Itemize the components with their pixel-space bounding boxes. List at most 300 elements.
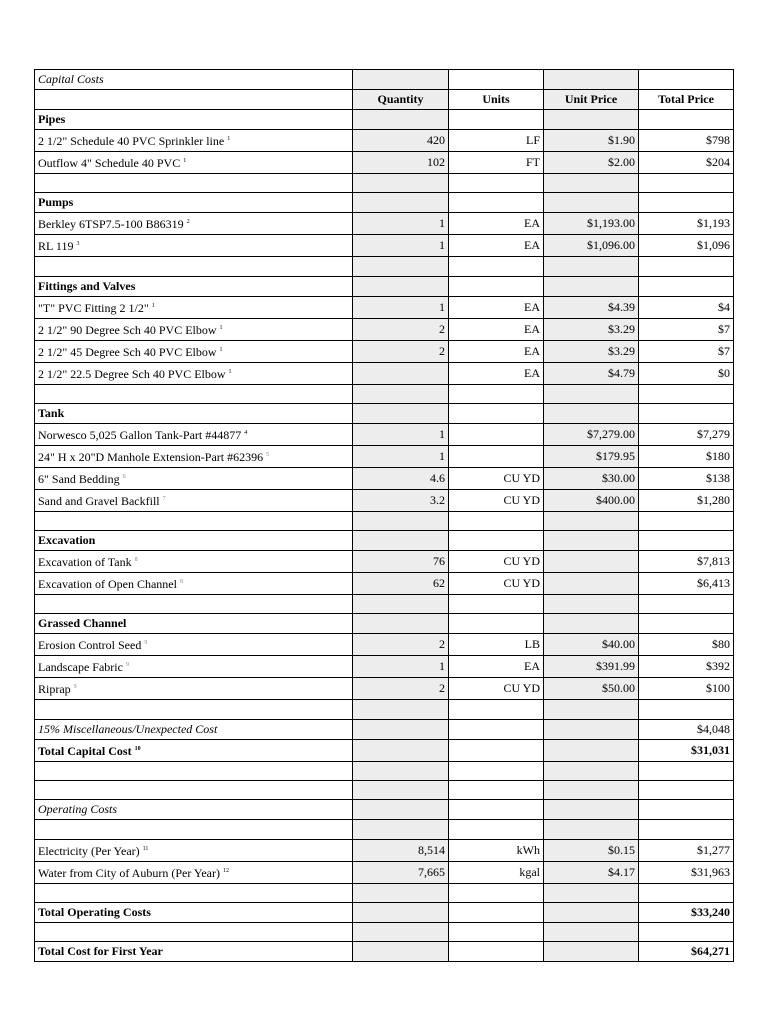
header-unit-price: Unit Price — [544, 90, 639, 110]
quantity-cell: 1 — [353, 213, 449, 235]
total-price-cell: $1,193 — [639, 213, 734, 235]
unit-price-cell: $7,279.00 — [544, 423, 639, 445]
item-label-cell — [35, 800, 353, 820]
quantity-cell: 7,665 — [353, 861, 449, 883]
total-price-cell — [639, 257, 734, 276]
item-label-cell — [35, 551, 353, 573]
total-price-cell — [639, 700, 734, 719]
quantity-cell: 2 — [353, 634, 449, 656]
unit-price-cell: $4.79 — [544, 362, 639, 384]
item-label-cell — [35, 423, 353, 445]
total-price-cell — [639, 174, 734, 193]
quantity-cell — [353, 739, 449, 761]
units-cell — [449, 781, 544, 800]
footnote-marker: 4 — [244, 429, 248, 436]
footnote-marker: 3 — [76, 241, 80, 248]
units-cell — [449, 70, 544, 90]
unit-price-cell: $4.39 — [544, 296, 639, 318]
item-label-cell — [35, 614, 353, 634]
item-label: Pipes — [38, 112, 66, 126]
table-row — [35, 174, 734, 193]
header-empty-cell — [35, 90, 353, 110]
table-row — [35, 739, 734, 761]
unit-price-cell — [544, 595, 639, 614]
item-label-cell — [35, 634, 353, 656]
quantity-cell — [353, 257, 449, 276]
footnote-marker: 8 — [179, 579, 183, 586]
units-cell: EA — [449, 362, 544, 384]
footnote-marker: 7 — [162, 495, 166, 502]
unit-price-cell — [544, 781, 639, 800]
quantity-cell: 62 — [353, 573, 449, 595]
unit-price-cell: $1,193.00 — [544, 213, 639, 235]
total-price-cell: $1,277 — [639, 839, 734, 861]
unit-price-cell — [544, 883, 639, 902]
footnote-marker: 1 — [227, 136, 231, 142]
units-cell — [449, 595, 544, 614]
unit-price-cell — [544, 800, 639, 820]
quantity-cell — [353, 276, 449, 296]
units-cell: EA — [449, 235, 544, 257]
table-row — [35, 318, 734, 340]
quantity-cell: 102 — [353, 152, 449, 174]
total-price-cell — [639, 276, 734, 296]
table-row — [35, 634, 734, 656]
item-label: Tank — [38, 405, 65, 420]
units-cell — [449, 820, 544, 839]
item-label: Capital Costs — [38, 72, 104, 86]
units-cell — [449, 257, 544, 276]
table-row — [35, 257, 734, 276]
quantity-cell: 1 — [353, 296, 449, 318]
item-label: Fittings and Valves — [38, 278, 136, 293]
footnote-marker: 9 — [144, 640, 148, 647]
total-price-cell: $7,279 — [639, 423, 734, 445]
total-price-cell: $4 — [639, 296, 734, 318]
item-label-cell — [35, 489, 353, 511]
header-total-price: Total Price — [639, 90, 734, 110]
item-label: Water from City of Auburn (Per Year) — [38, 865, 220, 880]
units-cell — [449, 614, 544, 634]
item-label-cell — [35, 942, 353, 962]
units-cell — [449, 193, 544, 213]
table-row — [35, 531, 734, 551]
footnote-marker: 6 — [122, 473, 126, 480]
quantity-cell: 76 — [353, 551, 449, 573]
quantity-cell: 1 — [353, 423, 449, 445]
units-cell: EA — [449, 213, 544, 235]
units-cell: CU YD — [449, 573, 544, 595]
quantity-cell — [353, 595, 449, 614]
unit-price-cell: $50.00 — [544, 678, 639, 700]
item-label-cell — [35, 861, 353, 883]
item-label-cell — [35, 719, 353, 739]
total-price-cell — [639, 883, 734, 902]
unit-price-cell — [544, 70, 639, 90]
item-label-cell — [35, 839, 353, 861]
total-price-cell — [639, 384, 734, 403]
total-price-cell — [639, 761, 734, 780]
total-price-cell: $6,413 — [639, 573, 734, 595]
footnote-marker: 1 — [219, 324, 223, 331]
quantity-cell: 1 — [353, 235, 449, 257]
table-row — [35, 235, 734, 257]
item-label-cell — [35, 257, 353, 276]
item-label: 15% Miscellaneous/Unexpected Cost — [38, 721, 218, 736]
quantity-cell: 2 — [353, 318, 449, 340]
table-row — [35, 678, 734, 700]
item-label-cell — [35, 362, 353, 384]
unit-price-cell — [544, 551, 639, 573]
footnote-marker: 1 — [219, 346, 223, 353]
table-row — [35, 839, 734, 861]
units-cell — [449, 445, 544, 467]
total-price-cell: $7 — [639, 318, 734, 340]
item-label-cell — [35, 678, 353, 700]
unit-price-cell: $391.99 — [544, 656, 639, 678]
units-cell — [449, 739, 544, 761]
units-cell — [449, 531, 544, 551]
table-row — [35, 761, 734, 780]
unit-price-cell — [544, 110, 639, 130]
unit-price-cell — [544, 531, 639, 551]
item-label: Excavation of Tank — [38, 555, 132, 570]
unit-price-cell — [544, 384, 639, 403]
units-cell: EA — [449, 296, 544, 318]
units-cell — [449, 511, 544, 530]
unit-price-cell — [544, 700, 639, 719]
item-label: Sand and Gravel Backfill — [38, 493, 160, 508]
quantity-cell — [353, 70, 449, 90]
footnote-marker: 2 — [186, 219, 190, 226]
table-row — [35, 595, 734, 614]
table-row — [35, 403, 734, 423]
units-cell: CU YD — [449, 467, 544, 489]
unit-price-cell: $40.00 — [544, 634, 639, 656]
table-row — [35, 152, 734, 174]
total-price-cell — [639, 922, 734, 941]
total-price-cell: $180 — [639, 445, 734, 467]
quantity-cell — [353, 700, 449, 719]
quantity-cell — [353, 110, 449, 130]
footnote-marker: 11 — [142, 845, 149, 852]
table-row — [35, 384, 734, 403]
item-label: Excavation of Open Channel — [38, 577, 177, 592]
table-row — [35, 276, 734, 296]
total-price-cell — [639, 70, 734, 90]
units-cell: CU YD — [449, 678, 544, 700]
item-label-cell — [35, 276, 353, 296]
table-row — [35, 70, 734, 90]
unit-price-cell — [544, 403, 639, 423]
units-cell — [449, 719, 544, 739]
item-label: Outflow 4" Schedule 40 PVC — [38, 156, 181, 170]
quantity-cell — [353, 942, 449, 962]
item-label-cell — [35, 573, 353, 595]
item-label-cell — [35, 130, 353, 152]
item-label-cell — [35, 340, 353, 362]
table-row — [35, 489, 734, 511]
item-label: 24" H x 20"D Manhole Extension-Part #62396 — [38, 449, 264, 464]
units-cell — [449, 403, 544, 423]
total-price-cell — [639, 800, 734, 820]
footnote-marker: 5 — [266, 451, 270, 458]
item-label-cell — [35, 445, 353, 467]
quantity-cell — [353, 362, 449, 384]
table-row — [35, 902, 734, 922]
total-price-cell: $0 — [639, 362, 734, 384]
unit-price-cell — [544, 276, 639, 296]
units-cell: LB — [449, 634, 544, 656]
table-row — [35, 110, 734, 130]
units-cell: LF — [449, 130, 544, 152]
unit-price-cell — [544, 922, 639, 941]
quantity-cell — [353, 761, 449, 780]
item-label: Electricity (Per Year) — [38, 843, 140, 858]
unit-price-cell: $2.00 — [544, 152, 639, 174]
table-row — [35, 883, 734, 902]
header-units: Units — [449, 90, 544, 110]
total-price-cell — [639, 781, 734, 800]
item-label: Riprap — [38, 682, 71, 697]
total-price-cell: $1,280 — [639, 489, 734, 511]
total-price-cell: $64,271 — [639, 942, 734, 962]
item-label-cell — [35, 781, 353, 800]
table-row — [35, 656, 734, 678]
quantity-cell: 420 — [353, 130, 449, 152]
units-cell: CU YD — [449, 551, 544, 573]
item-label-cell — [35, 110, 353, 130]
total-price-cell: $31,031 — [639, 739, 734, 761]
item-label: Berkley 6TSP7.5-100 B86319 — [38, 217, 184, 232]
total-price-cell — [639, 511, 734, 530]
unit-price-cell: $1,096.00 — [544, 235, 639, 257]
unit-price-cell — [544, 573, 639, 595]
units-cell: FT — [449, 152, 544, 174]
units-cell — [449, 384, 544, 403]
footnote-marker: 1 — [151, 302, 155, 309]
total-price-cell: $798 — [639, 130, 734, 152]
quantity-cell — [353, 174, 449, 193]
quantity-cell: 8,514 — [353, 839, 449, 861]
item-label-cell — [35, 467, 353, 489]
table-row — [35, 511, 734, 530]
unit-price-cell — [544, 614, 639, 634]
quantity-cell — [353, 902, 449, 922]
item-label: Erosion Control Seed — [38, 638, 142, 653]
table-row — [35, 700, 734, 719]
item-label-cell — [35, 174, 353, 193]
item-label: Landscape Fabric — [38, 660, 123, 675]
quantity-cell — [353, 511, 449, 530]
quantity-cell: 2 — [353, 678, 449, 700]
units-cell — [449, 942, 544, 962]
item-label: Total Capital Cost — [38, 743, 132, 758]
quantity-cell: 1 — [353, 656, 449, 678]
table-row — [35, 942, 734, 962]
item-label-cell — [35, 820, 353, 839]
total-price-cell: $4,048 — [639, 719, 734, 739]
item-label-cell — [35, 296, 353, 318]
table-row — [35, 213, 734, 235]
quantity-cell: 4.6 — [353, 467, 449, 489]
quantity-cell — [353, 531, 449, 551]
cost-table — [34, 69, 734, 962]
units-cell: kgal — [449, 861, 544, 883]
footnote-marker: 9 — [73, 684, 77, 691]
unit-price-cell — [544, 511, 639, 530]
unit-price-cell — [544, 174, 639, 193]
total-price-cell: $1,096 — [639, 235, 734, 257]
quantity-cell: 3.2 — [353, 489, 449, 511]
units-cell — [449, 174, 544, 193]
units-cell — [449, 110, 544, 130]
item-label-cell — [35, 235, 353, 257]
item-label-cell — [35, 70, 353, 90]
total-price-cell — [639, 110, 734, 130]
total-price-cell: $100 — [639, 678, 734, 700]
item-label: Total Operating Costs — [38, 904, 151, 919]
table-row — [35, 820, 734, 839]
item-label-cell — [35, 403, 353, 423]
item-label-cell — [35, 761, 353, 780]
item-label-cell — [35, 213, 353, 235]
quantity-cell: 2 — [353, 340, 449, 362]
table-row — [35, 362, 734, 384]
unit-price-cell: $400.00 — [544, 489, 639, 511]
unit-price-cell: $3.29 — [544, 340, 639, 362]
item-label: Norwesco 5,025 Gallon Tank-Part #44877 — [38, 427, 242, 442]
units-cell: CU YD — [449, 489, 544, 511]
table-row — [35, 193, 734, 213]
quantity-cell — [353, 922, 449, 941]
quantity-cell — [353, 614, 449, 634]
item-label-cell — [35, 511, 353, 530]
item-label: 6" Sand Bedding — [38, 471, 120, 486]
total-price-cell: $80 — [639, 634, 734, 656]
table-row — [35, 445, 734, 467]
unit-price-cell: $179.95 — [544, 445, 639, 467]
quantity-cell — [353, 781, 449, 800]
quantity-cell: 1 — [353, 445, 449, 467]
units-cell — [449, 423, 544, 445]
quantity-cell — [353, 384, 449, 403]
item-label-cell — [35, 193, 353, 213]
unit-price-cell: $30.00 — [544, 467, 639, 489]
unit-price-cell — [544, 739, 639, 761]
item-label: Operating Costs — [38, 802, 118, 817]
item-label-cell — [35, 739, 353, 761]
total-price-cell: $392 — [639, 656, 734, 678]
units-cell: EA — [449, 318, 544, 340]
total-price-cell: $33,240 — [639, 902, 734, 922]
units-cell: EA — [449, 340, 544, 362]
quantity-cell — [353, 883, 449, 902]
table-row — [35, 340, 734, 362]
item-label-cell — [35, 656, 353, 678]
table-row — [35, 130, 734, 152]
footnote-marker: 9 — [125, 662, 129, 669]
total-price-cell: $7,813 — [639, 551, 734, 573]
total-price-cell: $31,963 — [639, 861, 734, 883]
item-label-cell — [35, 531, 353, 551]
item-label: Pumps — [38, 195, 74, 210]
units-cell — [449, 902, 544, 922]
quantity-cell — [353, 403, 449, 423]
unit-price-cell — [544, 193, 639, 213]
item-label: 2 1/2" Schedule 40 PVC Sprinkler line — [38, 134, 225, 148]
table-row — [35, 719, 734, 739]
quantity-cell — [353, 193, 449, 213]
units-cell — [449, 276, 544, 296]
cost-table-body — [35, 70, 734, 962]
item-label: Excavation — [38, 533, 96, 548]
item-label: 2 1/2" 45 Degree Sch 40 PVC Elbow — [38, 344, 217, 359]
table-row — [35, 296, 734, 318]
total-price-cell — [639, 531, 734, 551]
total-price-cell — [639, 193, 734, 213]
table-row — [35, 423, 734, 445]
table-row — [35, 781, 734, 800]
unit-price-cell — [544, 820, 639, 839]
table-row — [35, 467, 734, 489]
item-label: Total Cost for First Year — [38, 944, 163, 959]
total-price-cell — [639, 820, 734, 839]
item-label-cell — [35, 318, 353, 340]
total-price-cell: $204 — [639, 152, 734, 174]
item-label-cell — [35, 595, 353, 614]
units-cell — [449, 922, 544, 941]
item-label: 2 1/2" 90 Degree Sch 40 PVC Elbow — [38, 322, 217, 337]
units-cell: EA — [449, 656, 544, 678]
unit-price-cell — [544, 761, 639, 780]
unit-price-cell: $1.90 — [544, 130, 639, 152]
units-cell — [449, 761, 544, 780]
item-label: "T" PVC Fitting 2 1/2" — [38, 300, 149, 315]
unit-price-cell — [544, 719, 639, 739]
footnote-marker: 8 — [134, 557, 138, 564]
item-label-cell — [35, 922, 353, 941]
units-cell — [449, 883, 544, 902]
header-quantity: Quantity — [353, 90, 449, 110]
unit-price-cell — [544, 902, 639, 922]
footnote-marker: 1 — [183, 158, 187, 164]
units-cell — [449, 700, 544, 719]
table-row — [35, 573, 734, 595]
quantity-cell — [353, 719, 449, 739]
footnote-marker: 12 — [223, 867, 229, 874]
item-label-cell — [35, 902, 353, 922]
unit-price-cell: $0.15 — [544, 839, 639, 861]
table-row — [35, 614, 734, 634]
table-row — [35, 861, 734, 883]
item-label-cell — [35, 384, 353, 403]
total-price-cell — [639, 614, 734, 634]
item-label: 2 1/2" 22.5 Degree Sch 40 PVC Elbow — [38, 366, 226, 381]
quantity-cell — [353, 820, 449, 839]
table-row — [35, 551, 734, 573]
unit-price-cell: $3.29 — [544, 318, 639, 340]
total-price-cell — [639, 403, 734, 423]
quantity-cell — [353, 800, 449, 820]
footnote-marker: 10 — [134, 745, 141, 752]
total-price-cell — [639, 595, 734, 614]
column-header-row — [35, 90, 734, 110]
unit-price-cell — [544, 257, 639, 276]
total-price-cell: $138 — [639, 467, 734, 489]
unit-price-cell: $4.17 — [544, 861, 639, 883]
units-cell — [449, 800, 544, 820]
